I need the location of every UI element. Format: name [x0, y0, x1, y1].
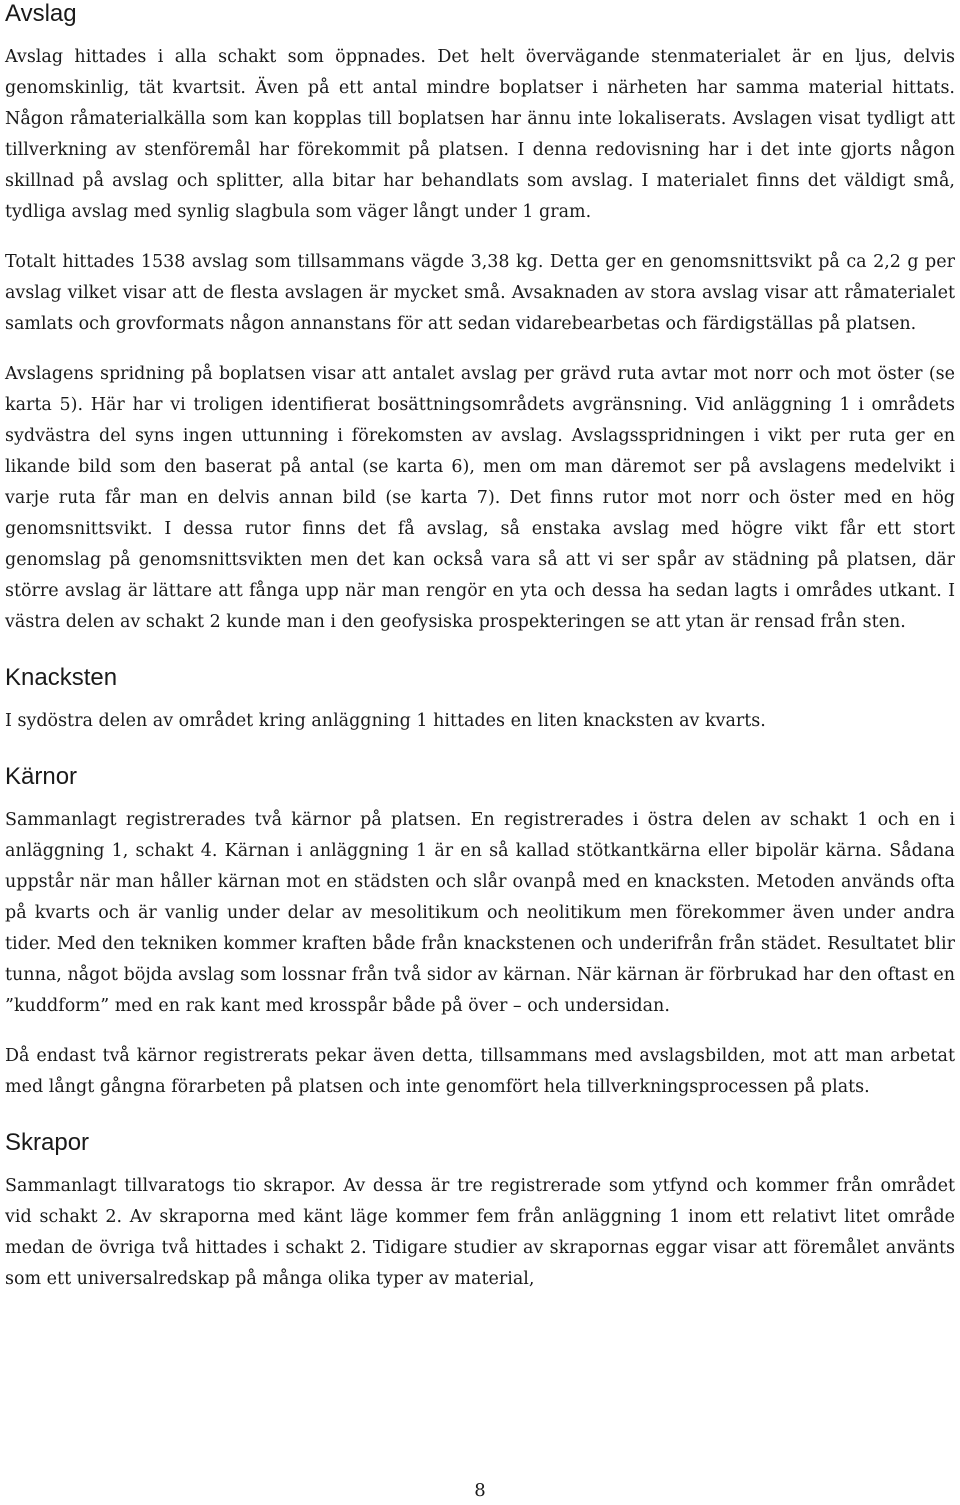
page-number: 8	[474, 1480, 486, 1501]
paragraph: Då endast två kärnor registrerats pekar även detta, tillsammans med avslagsbilden, mot att man arbetat med långt gångna förarbeten på platsen och inte genomfört hela tillverkningsprocessen på plats.	[5, 1046, 955, 1097]
section-heading: Skrapor	[5, 1129, 90, 1156]
paragraph: Avslagens spridning på boplatsen visar att antalet avslag per grävd ruta avtar mot norr och mot öster (se karta 5). Här har vi troligen identifierat bosättningsområdets avgränsning. Vid anläggning 1 i områdets sydvästra del syns ingen uttunning i förekomsten av avslag. Avslagsspridningen i vikt per ruta ger en likande bild som den baserat på antal (se karta 6), men om man däremot ser på avslagens medelvikt i varje ruta får man en delvis annan bild (se karta 7). Det finns rutor mot norr och öster med en hög genomsnittsvikt. I dessa rutor finns det få avslag, så enstaka avslag med högre vikt får ett stort genomslag på genomsnittsvikten men det kan också vara så att vi ser spår av städning på platsen, där större avslag är lättare att fånga upp när man rengör en yta och dessa ha sedan lagts i områdes utkant. I västra delen av schakt 2 kunde man i den geofysiska prospekteringen se att ytan är rensad från sten.	[5, 364, 955, 632]
paragraph: I sydöstra delen av området kring anläggning 1 hittades en liten knacksten av kvarts.	[5, 711, 766, 731]
paragraph: Sammanlagt registrerades två kärnor på platsen. En registrerades i östra delen av schakt 1 och en i anläggning 1, schakt 4. Kärnan i anläggning 1 är en så kallad stötkantkärna eller bipolär kärna. Sådana uppstår när man håller kärnan mot en städsten och slår ovanpå med en knacksten. Metoden används ofta på kvarts och är vanlig under delar av mesolitikum och neolitikum men förekommer även under andra tider. Med den tekniken kommer kraften både från knackstenen och underifrån från städet. Resultatet blir tunna, något böjda avslag som lossnar från två sidor av kärnan. När kärnan är förbrukad har den oftast en ”kuddform” med en rak kant med krosspår både på över – och undersidan.	[5, 810, 955, 1016]
section-skrapor	[5, 1129, 955, 1295]
section-heading: Avslag	[5, 0, 77, 27]
paragraph: Totalt hittades 1538 avslag som tillsammans vägde 3,38 kg. Detta ger en genomsnittsvikt på ca 2,2 g per avslag vilket visar att de flesta avslagen är mycket små. Avsaknaden av stora avslag visar att råmaterialet samlats och grovformats någon annanstans för att sedan vidarebearbetas och färdigställas på platsen.	[5, 252, 955, 334]
paragraph: Sammanlagt tillvaratogs tio skrapor. Av dessa är tre registrerade som ytfynd och kommer från området vid schakt 2. Av skraporna med känt läge kommer fem från anläggning 1 inom ett relativt litet område medan de övriga två hittades i schakt 2. Tidigare studier av skrapornas eggar visar att föremålet använts som ett universalredskap på många olika typer av material,	[5, 1176, 955, 1289]
section-heading: Kärnor	[5, 763, 78, 790]
section-heading: Knacksten	[5, 664, 118, 691]
paragraph: Avslag hittades i alla schakt som öppnades. Det helt övervägande stenmaterialet är en ljus, delvis genomskinlig, tät kvartsit. Även på ett antal mindre boplatser i närheten har samma material hittats. Någon råmaterialkälla som kan kopplas till boplatsen har ännu inte lokaliserats. Avslagen visat tydligt att tillverkning av stenföremål har förekommit på platsen. I denna redovisning har i det inte gjorts någon skillnad på avslag och splitter, alla bitar har behandlats som avslag. I materialet finns det väldigt små, tydliga avslag med synlig slagbula som väger långt under 1 gram.	[5, 47, 955, 222]
section-knacksten	[5, 664, 955, 737]
section-avslag	[5, 0, 955, 638]
section-karnor	[5, 763, 955, 1103]
document-page	[5, 0, 955, 1295]
